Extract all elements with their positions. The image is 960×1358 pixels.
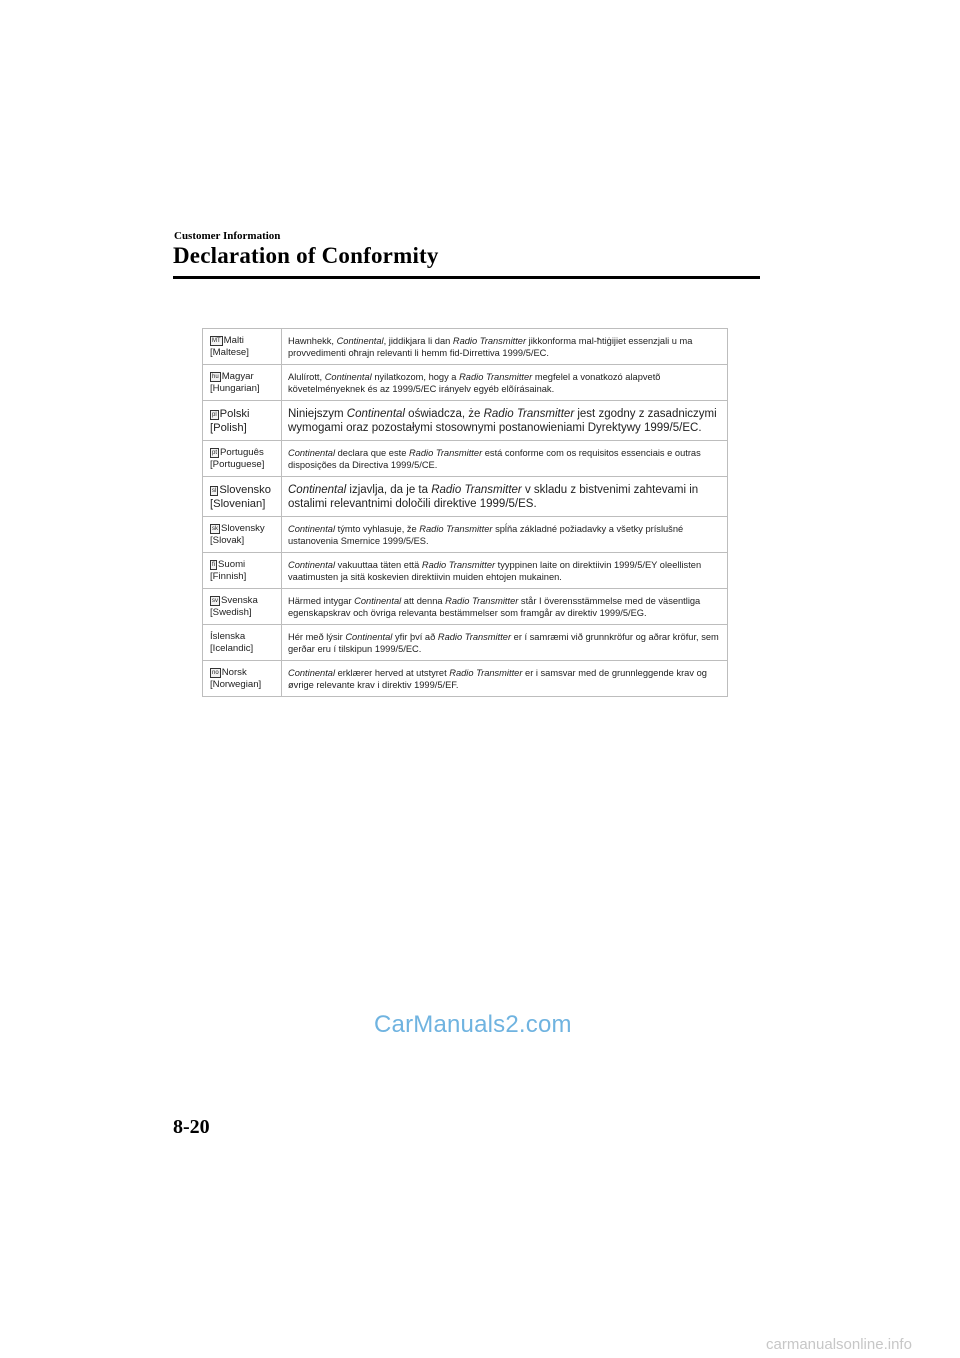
declaration-text [282, 661, 728, 697]
declaration-term: Continental [288, 668, 336, 678]
declaration-term: Radio Transmitter [421, 560, 496, 570]
table-row [203, 517, 728, 553]
language-cell [203, 401, 282, 441]
language-name: Malti [223, 335, 244, 346]
table-row [203, 625, 728, 661]
language-name: Svenska [221, 595, 258, 606]
declaration-text [282, 329, 728, 365]
title-rule [173, 276, 760, 279]
declaration-fragment: declara que este [335, 448, 409, 458]
language-english-name: [Slovak] [210, 535, 245, 546]
declaration-fragment: oświadcza, że [404, 408, 484, 420]
flag-code-icon: sk [212, 526, 218, 532]
declaration-text [282, 401, 728, 441]
table-row [203, 553, 728, 589]
language-name: Norsk [221, 667, 247, 678]
declaration-text [282, 589, 728, 625]
language-english-name: [Finnish] [210, 571, 247, 582]
page-number: 8-20 [173, 1116, 210, 1138]
table-row [203, 329, 728, 365]
declaration-fragment: Hér með lýsir [288, 632, 346, 642]
declaration-text [282, 365, 728, 401]
declaration-table [202, 328, 728, 697]
declaration-fragment: v skladu z bistvenimi zahtevami in ostalimi relevantnimi določili direktive 1999/5/ES. [288, 484, 699, 510]
declaration-term: Radio Transmitter [419, 524, 493, 534]
language-cell [203, 661, 282, 697]
declaration-text [282, 477, 728, 517]
table-row [203, 661, 728, 697]
page-title: Declaration of Conformity [173, 243, 439, 268]
table-row [203, 365, 728, 401]
declaration-term: Continental [336, 336, 384, 346]
declaration-fragment: er i samsvar med de grunnleggende krav og øvrige relevante krav i direktiv 1999/5/EF. [288, 668, 707, 690]
declaration-fragment: spĺňa základné požiadavky a všetky príslušné ustanovenia Smernice 1999/5/ES. [288, 524, 684, 546]
flag-code-icon: sv [212, 598, 218, 604]
declaration-fragment: er í samræmi við grunnkröfur og aðrar kröfur, sem gerðar eru í tilskipun 1999/5/EC. [288, 632, 719, 654]
watermark-link[interactable]: CarManuals2.com [374, 1011, 572, 1038]
declaration-fragment: står I överensstämmelse med de väsentliga egenskapskrav och övriga relevanta bestämmelser som framgår av direktiv 1999/5/EG. [288, 596, 701, 618]
declaration-fragment: Hawnhekk, [288, 336, 337, 346]
declaration-fragment: , jiddikjara li dan [383, 336, 453, 346]
language-english-name: [Hungarian] [210, 383, 260, 394]
declaration-term: Radio Transmitter [408, 448, 483, 458]
flag-code-icon: hu [212, 374, 219, 380]
declaration-text [282, 517, 728, 553]
language-english-name: [Icelandic] [210, 643, 254, 654]
language-cell [203, 553, 282, 589]
declaration-fragment: erklærer herved at utstyret [335, 668, 450, 678]
language-cell [203, 329, 282, 365]
language-name: Slovensky [221, 523, 265, 534]
declaration-term: Radio Transmitter [445, 596, 519, 606]
declaration-fragment: tyyppinen laite on direktiivin 1999/5/EY oleellisten vaatimusten ja sitä koskevien direktiivin muiden ehtojen mukainen. [288, 560, 702, 582]
declaration-term: Continental [324, 372, 372, 382]
language-english-name: [Portuguese] [210, 459, 265, 470]
declaration-fragment: megfelel a vonatkozó alapvetõ követelményeknek és az 1999/5/EC irányelv egyéb elõírásainak. [288, 372, 661, 394]
footer-watermark[interactable]: carmanualsonline.info [766, 1336, 912, 1353]
language-english-name: [Polish] [210, 422, 247, 434]
declaration-term: Radio Transmitter [483, 408, 575, 420]
declaration-fragment: jikkonforma mal-ħtiġijiet essenzjali u ma provvedimenti oħrajn relevanti li hemm fid-Dirrettiva 1999/5/EC. [288, 336, 693, 358]
section-label: Customer Information [174, 230, 281, 242]
declaration-fragment: nyilatkozom, hogy a [371, 372, 460, 382]
flag-code-icon: fi [212, 562, 215, 568]
flag-code-icon: pt [212, 450, 218, 456]
declaration-term: Continental [288, 524, 336, 534]
language-english-name: [Slovenian] [210, 498, 266, 510]
declaration-text [282, 553, 728, 589]
language-cell [203, 441, 282, 477]
language-name: Português [220, 447, 264, 458]
language-cell [203, 517, 282, 553]
table-row [203, 401, 728, 441]
declaration-text [282, 441, 728, 477]
declaration-term: Continental [346, 408, 405, 420]
declaration-term: Continental [288, 448, 336, 458]
declaration-term: Continental [288, 560, 336, 570]
language-english-name: [Swedish] [210, 607, 252, 618]
language-name: Suomi [218, 559, 246, 570]
language-cell [203, 477, 282, 517]
declaration-term: Continental [354, 596, 402, 606]
declaration-term: Radio Transmitter [449, 668, 523, 678]
declaration-fragment: týmto vyhlasuje, že [335, 524, 420, 534]
declaration-term: Continental [345, 632, 393, 642]
flag-code-icon: sl [212, 488, 217, 494]
language-name: Slovensko [219, 484, 271, 496]
language-cell [203, 625, 282, 661]
declaration-term: Radio Transmitter [437, 632, 512, 642]
declaration-term: Radio Transmitter [431, 484, 522, 496]
declaration-fragment: Alulírott, [288, 372, 325, 382]
language-name: Magyar [221, 371, 254, 382]
declaration-fragment: Niniejszym [288, 408, 347, 420]
language-english-name: [Maltese] [210, 347, 249, 358]
language-cell [203, 589, 282, 625]
table-row [203, 477, 728, 517]
declaration-term: Continental [288, 484, 347, 496]
table-row [203, 441, 728, 477]
flag-code-icon: pl [212, 412, 217, 418]
flag-code-icon: no [212, 670, 219, 676]
declaration-term: Radio Transmitter [459, 372, 533, 382]
declaration-fragment: Härmed intygar [288, 596, 355, 606]
language-name: Íslenska [210, 631, 246, 642]
declaration-fragment: att denna [401, 596, 446, 606]
declaration-term: Radio Transmitter [452, 336, 527, 346]
table-row [203, 589, 728, 625]
language-name: Polski [219, 408, 250, 420]
declaration-fragment: jest zgodny z zasadniczymi wymogami oraz pozostałymi stosownymi postanowieniami Dyrektywy 1999/5/EC. [288, 408, 717, 434]
language-english-name: [Norwegian] [210, 679, 262, 690]
flag-code-icon: MT [212, 338, 221, 344]
declaration-text [282, 625, 728, 661]
declaration-fragment: izjavlja, da je ta [346, 484, 432, 496]
declaration-fragment: está conforme com os requisitos essenciais e outras disposições da Directiva 1999/5/CE. [288, 448, 701, 470]
declaration-fragment: yfir því að [392, 632, 438, 642]
language-cell [203, 365, 282, 401]
declaration-fragment: vakuuttaa täten että [335, 560, 422, 570]
